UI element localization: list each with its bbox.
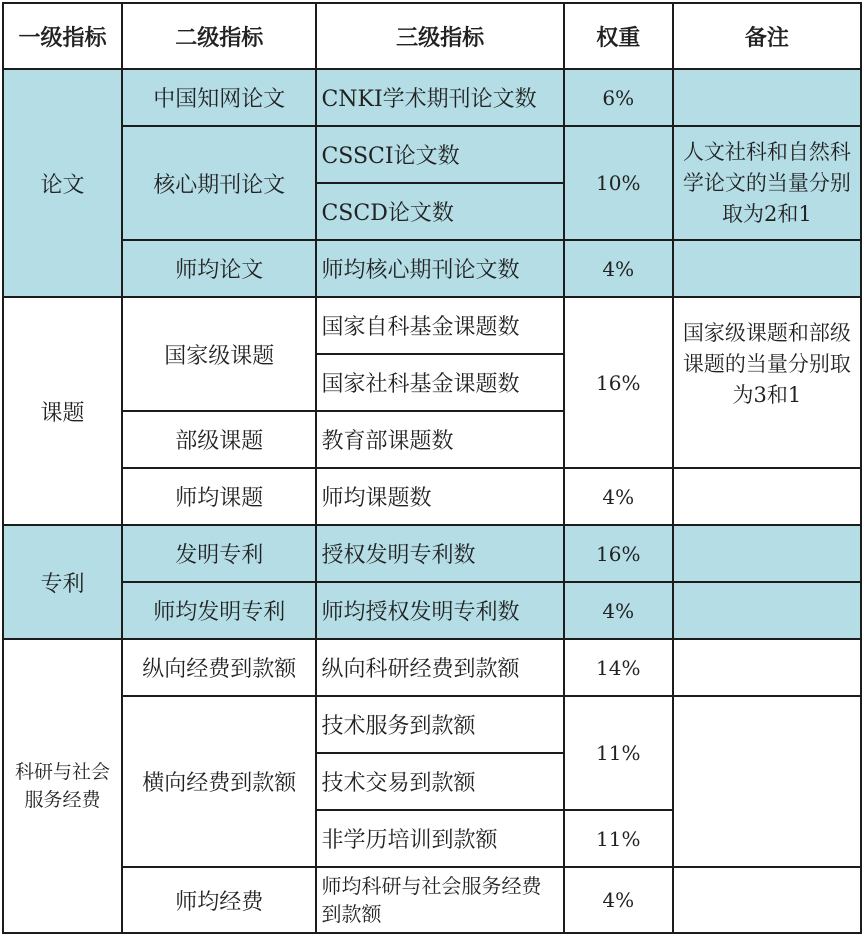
indicator-table: [2, 2, 862, 934]
table-row: [3, 525, 861, 582]
note-empty: [673, 639, 861, 696]
level2-avg-funding: 师均经费: [122, 867, 316, 933]
level1-projects: 课题: [3, 297, 122, 525]
note-empty: [673, 525, 861, 582]
header-weight: 权重: [564, 3, 673, 69]
weight-avg-patents: 4%: [564, 582, 673, 639]
level3-tech-service: 技术服务到款额: [316, 696, 563, 753]
header-note: 备注: [673, 3, 861, 69]
level3-invention: 授权发明专利数: [316, 525, 563, 582]
weight-horizontal-ab: 11%: [564, 696, 673, 810]
table-row: [3, 639, 861, 696]
note-empty: [673, 696, 861, 867]
note-papers: 人文社科和自然科学论文的当量分别取为2和1: [673, 126, 861, 240]
level2-vertical: 纵向经费到款额: [122, 639, 316, 696]
level2-national: 国家级课题: [122, 297, 316, 411]
weight-training: 11%: [564, 810, 673, 867]
level2-avg-patents: 师均发明专利: [122, 582, 316, 639]
level2-horizontal: 横向经费到款额: [122, 696, 316, 867]
level3-cscd: CSCD论文数: [316, 183, 563, 240]
level2-core: 核心期刊论文: [122, 126, 316, 240]
level3-avg-funding: 师均科研与社会服务经费到款额: [316, 867, 563, 933]
note-empty: [673, 468, 861, 525]
level3-cnki: CNKI学术期刊论文数: [316, 69, 563, 126]
level3-ministry: 教育部课题数: [316, 411, 563, 468]
table-row: [3, 240, 861, 297]
note-empty: [673, 69, 861, 126]
level2-avg-projects: 师均课题: [122, 468, 316, 525]
weight-avg-projects: 4%: [564, 468, 673, 525]
level3-vertical: 纵向科研经费到款额: [316, 639, 563, 696]
weight-avg-papers: 4%: [564, 240, 673, 297]
level2-invention: 发明专利: [122, 525, 316, 582]
header-level1: 一级指标: [3, 3, 122, 69]
weight-cnki: 6%: [564, 69, 673, 126]
table-row: [3, 867, 861, 933]
weight-core: 10%: [564, 126, 673, 240]
level3-cssci: CSSCI论文数: [316, 126, 563, 183]
table-row: [3, 582, 861, 639]
header-row: [3, 3, 861, 69]
level2-ministry: 部级课题: [122, 411, 316, 468]
weight-invention: 16%: [564, 525, 673, 582]
weight-avg-funding: 4%: [564, 867, 673, 933]
level3-training: 非学历培训到款额: [316, 810, 563, 867]
note-empty: [673, 240, 861, 297]
table-row: [3, 468, 861, 525]
level3-tech-trade: 技术交易到款额: [316, 753, 563, 810]
weight-vertical: 14%: [564, 639, 673, 696]
level3-avg-papers: 师均核心期刊论文数: [316, 240, 563, 297]
table-row: [3, 126, 861, 183]
table-row: [3, 69, 861, 126]
level3-nsfc: 国家自科基金课题数: [316, 297, 563, 354]
table-row: [3, 696, 861, 753]
level3-avg-projects: 师均课题数: [316, 468, 563, 525]
level2-avg-papers: 师均论文: [122, 240, 316, 297]
level1-papers: 论文: [3, 69, 122, 297]
note-empty: [673, 582, 861, 639]
level2-cnki: 中国知网论文: [122, 69, 316, 126]
note-empty: [673, 867, 861, 933]
header-level2: 二级指标: [122, 3, 316, 69]
note-projects: 国家级课题和部级课题的当量分别取为3和1: [673, 297, 861, 468]
header-level3: 三级指标: [316, 3, 563, 69]
level1-patents: 专利: [3, 525, 122, 639]
level3-avg-patents: 师均授权发明专利数: [316, 582, 563, 639]
table-row: [3, 297, 861, 354]
level1-funding: 科研与社会服务经费: [3, 639, 122, 933]
weight-projects: 16%: [564, 297, 673, 468]
level3-nssfc: 国家社科基金课题数: [316, 354, 563, 411]
